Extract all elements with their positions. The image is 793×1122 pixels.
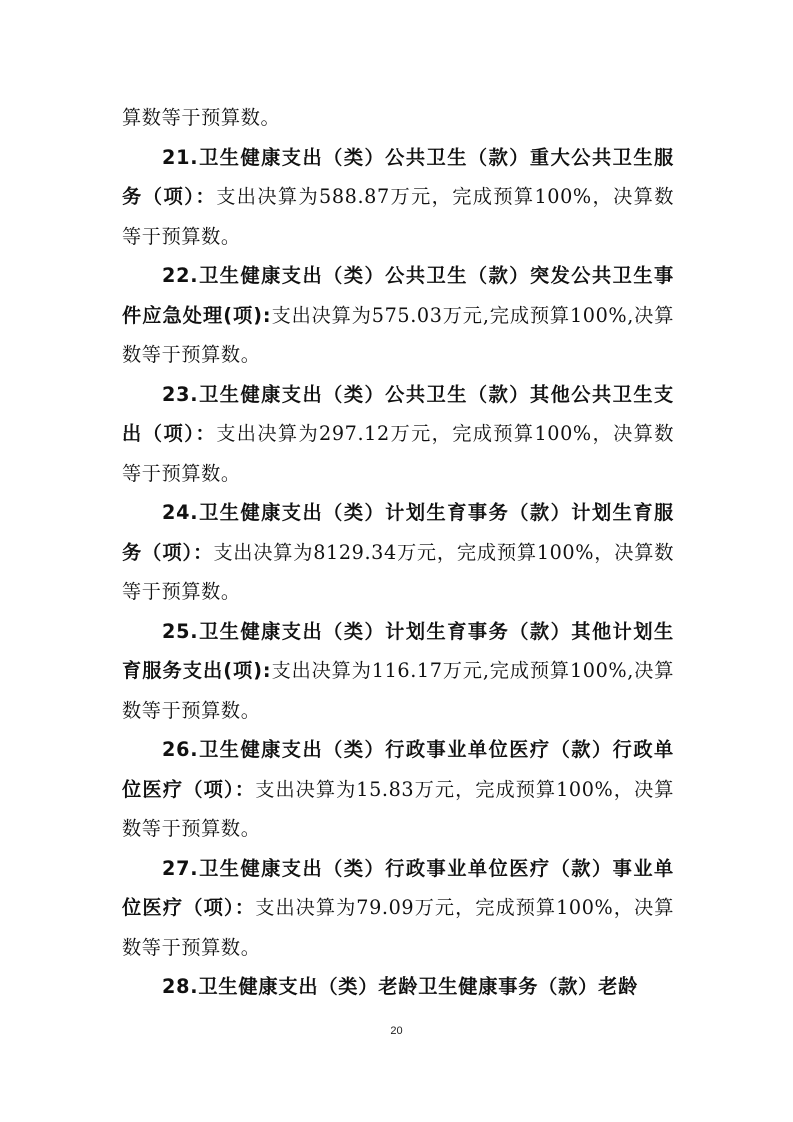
item-heading: 22.卫生健康支出（类）公共卫生（款）突发公共卫生事件应急处理(项):: [122, 264, 674, 327]
item-body: 支出决算为588.87万元，完成预算100%，决算数等于预算数。: [122, 185, 674, 248]
paragraph-item-28: [122, 967, 674, 1007]
paragraph-item-26: [122, 730, 674, 849]
paragraph-item-23: [122, 375, 674, 494]
paragraph-item-21: [122, 138, 674, 257]
item-body: 支出决算为116.17万元,完成预算100%,决算数等于预算数。: [122, 659, 674, 722]
item-body: 支出决算为575.03万元,完成预算100%,决算数等于预算数。: [122, 303, 674, 366]
item-body: 支出决算为8129.34万元，完成预算100%，决算数等于预算数。: [122, 540, 674, 603]
paragraph-item-27: [122, 849, 674, 968]
item-body: 支出决算为15.83万元，完成预算100%，决算数等于预算数。: [122, 777, 675, 840]
item-heading: 25.卫生健康支出（类）计划生育事务（款）其他计划生育服务支出(项):: [122, 619, 674, 682]
page-number: 20: [390, 1025, 403, 1037]
paragraph-item-25: [122, 612, 674, 731]
document-body: [122, 98, 674, 1007]
item-heading: 27.卫生健康支出（类）行政事业单位医疗（款）事业单位医疗（项）：: [122, 856, 674, 919]
item-body: 支出决算为79.09万元，完成预算100%，决算数等于预算数。: [122, 896, 675, 959]
paragraph-item-22: [122, 256, 674, 375]
continuation-paragraph: [122, 98, 674, 138]
item-heading: 21.卫生健康支出（类）公共卫生（款）重大公共卫生服务（项）：: [122, 145, 674, 208]
item-heading: 23.卫生健康支出（类）公共卫生（款）其他公共卫生支出（项）：: [122, 382, 674, 445]
paragraph-item-24: [122, 493, 674, 612]
item-body: 支出决算为297.12万元，完成预算100%，决算数等于预算数。: [122, 422, 674, 485]
item-heading: 24.卫生健康支出（类）计划生育事务（款）计划生育服务（项）：: [122, 501, 674, 564]
item-heading: 26.卫生健康支出（类）行政事业单位医疗（款）行政单位医疗（项）：: [122, 738, 674, 801]
continuation-text: 算数等于预算数。: [122, 106, 281, 129]
item-heading: 28.卫生健康支出（类）老龄卫生健康事务（款）老龄: [162, 975, 639, 998]
